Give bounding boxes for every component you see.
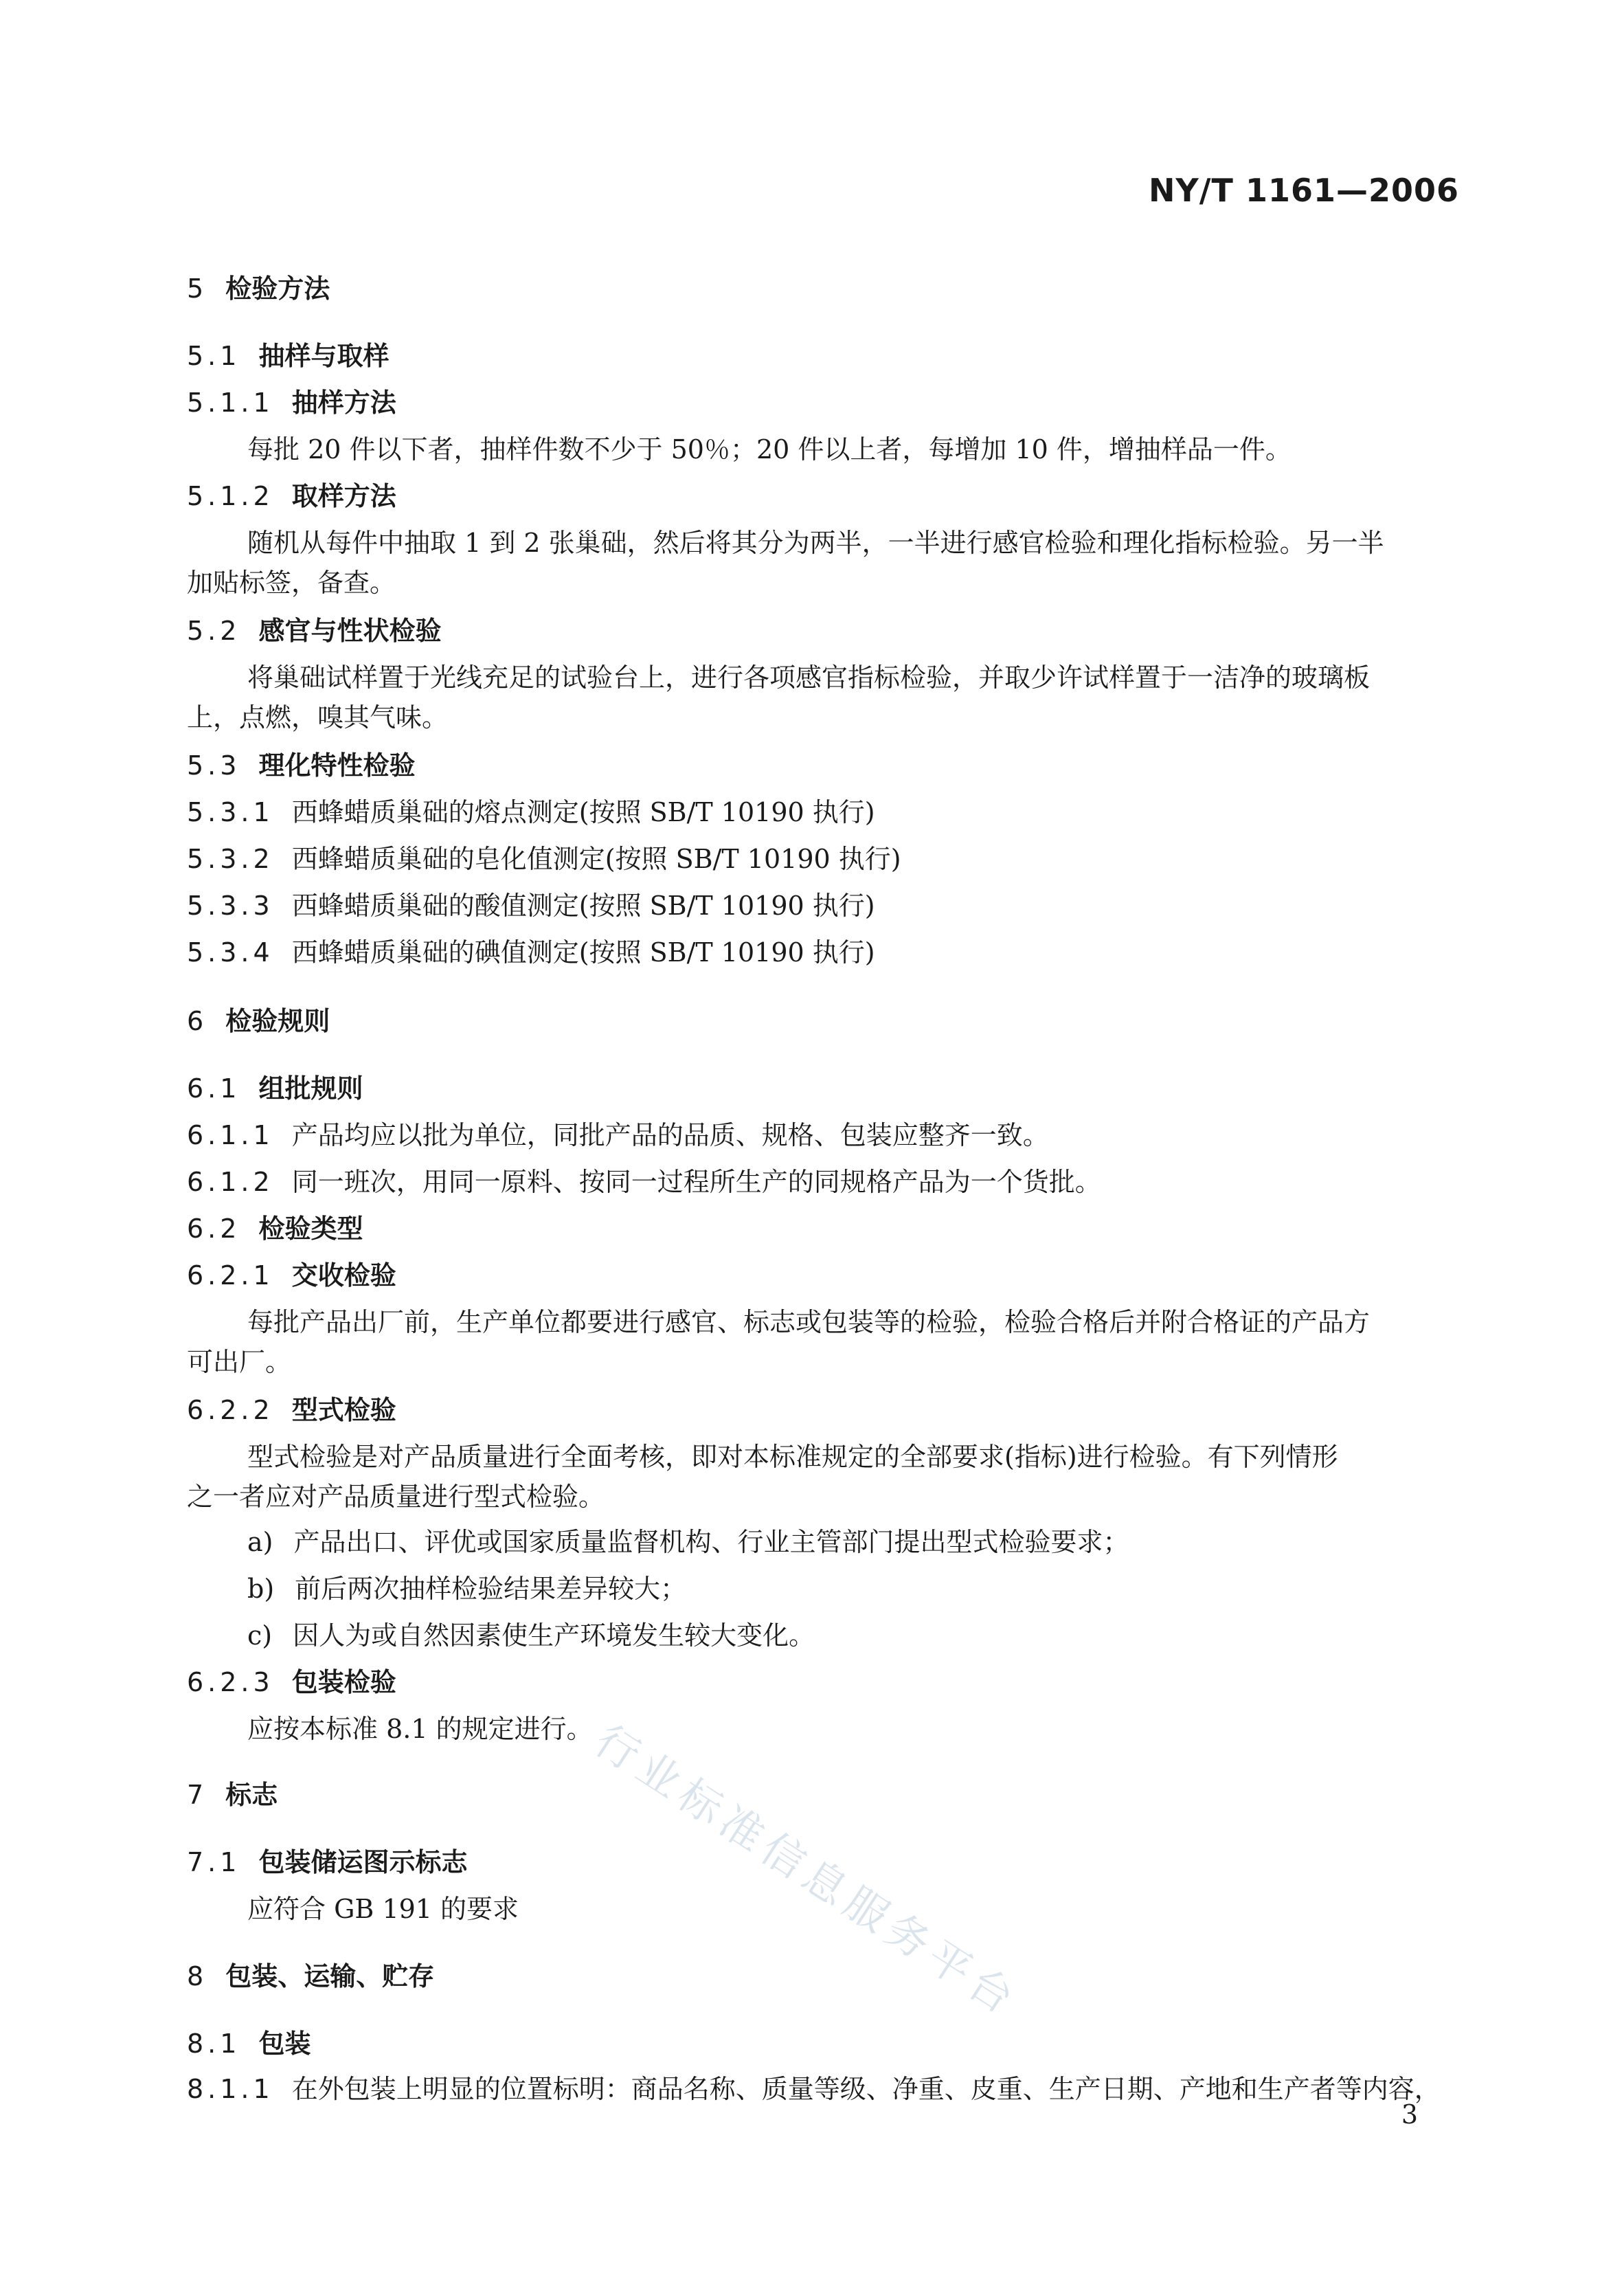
paragraph-6-2-2-line-1: 型式检验是对产品质量进行全面考核，即对本标准规定的全部要求(指标)进行检验。有下列情形 <box>247 1442 1338 1472</box>
heading-number: 6.2.2 <box>187 1395 274 1425</box>
heading-title: 抽样方法 <box>291 388 396 418</box>
heading-7-1 <box>187 1847 467 1879</box>
paragraph-5-1-2-line-1: 随机从每件中抽取 1 到 2 张巢础，然后将其分为两半，一半进行感官检验和理化指标检验。另一半 <box>247 528 1384 558</box>
heading-5 <box>187 273 330 305</box>
clause-text: 西蜂蜡质巢础的皂化值测定(按照 SB/T 10190 执行) <box>291 844 901 874</box>
heading-number: 5.1 <box>187 341 241 371</box>
paragraph-5-1-2-line-2: 加贴标签，备查。 <box>187 568 396 598</box>
heading-6-2-3 <box>187 1667 396 1699</box>
list-item-c <box>247 1620 815 1652</box>
heading-title: 取样方法 <box>291 481 396 511</box>
clause-6-1-2 <box>187 1167 1101 1198</box>
heading-title: 抽样与取样 <box>258 341 390 371</box>
heading-title: 组批规则 <box>258 1073 363 1104</box>
heading-title: 包装、运输、贮存 <box>225 1961 435 1991</box>
paragraph-6-2-2-line-2: 之一者应对产品质量进行型式检验。 <box>187 1482 605 1512</box>
standard-code: NY/T 1161—2006 <box>1148 172 1459 209</box>
heading-5-3 <box>187 750 415 782</box>
paragraph-6-2-1-line-1: 每批产品出厂前，生产单位都要进行感官、标志或包装等的检验，检验合格后并附合格证的产品方 <box>247 1307 1371 1337</box>
heading-6-1 <box>187 1073 363 1105</box>
heading-5-2 <box>187 616 441 647</box>
heading-8 <box>187 1961 434 1993</box>
heading-title: 标志 <box>225 1780 278 1810</box>
list-marker: a) <box>247 1527 273 1557</box>
heading-title: 包装检验 <box>291 1667 396 1697</box>
clause-5-3-4 <box>187 937 875 969</box>
paragraph-5-2-line-2: 上，点燃，嗅其气味。 <box>187 702 449 733</box>
paragraph-6-2-1-line-2: 可出厂。 <box>187 1347 292 1377</box>
heading-number: 8 <box>187 1961 208 1991</box>
clause-number: 6.1.1 <box>187 1120 274 1150</box>
heading-title: 型式检验 <box>291 1395 396 1425</box>
paragraph-5-1-1: 每批 20 件以下者，抽样件数不少于 50％；20 件以上者，每增加 10 件，增抽样品一件。 <box>247 434 1292 465</box>
heading-number: 5 <box>187 273 208 304</box>
list-text: 产品出口、评优或国家质量监督机构、行业主管部门提出型式检验要求； <box>293 1527 1129 1557</box>
heading-number: 5.3 <box>187 750 241 781</box>
clause-number: 5.3.4 <box>187 937 274 968</box>
paragraph-7-1: 应符合 GB 191 的要求 <box>247 1894 519 1924</box>
paragraph-6-2-3: 应按本标准 8.1 的规定进行。 <box>247 1714 593 1744</box>
paragraph-5-2-line-1: 将巢础试样置于光线充足的试验台上，进行各项感官指标检验，并取少许试样置于一洁净的玻璃板 <box>247 662 1371 693</box>
heading-6-2-2 <box>187 1395 396 1427</box>
heading-number: 7.1 <box>187 1847 241 1877</box>
clause-number: 5.3.1 <box>187 797 274 827</box>
heading-title: 理化特性检验 <box>258 750 416 781</box>
heading-number: 5.1.1 <box>187 388 274 418</box>
heading-6 <box>187 1006 330 1038</box>
page-number: 3 <box>1401 2099 1418 2130</box>
list-item-a <box>247 1527 1129 1559</box>
clause-number: 5.3.3 <box>187 891 274 921</box>
heading-title: 包装储运图示标志 <box>258 1847 468 1877</box>
heading-title: 包装 <box>258 2029 311 2059</box>
clause-6-1-1 <box>187 1120 1049 1152</box>
heading-6-2-1 <box>187 1260 396 1292</box>
heading-number: 5.2 <box>187 616 241 646</box>
heading-number: 6.2.3 <box>187 1667 274 1697</box>
heading-number: 8.1 <box>187 2029 241 2059</box>
clause-5-3-1 <box>187 797 875 829</box>
heading-number: 6.2 <box>187 1214 241 1244</box>
heading-number: 7 <box>187 1780 208 1810</box>
list-item-b <box>247 1574 686 1605</box>
heading-number: 6 <box>187 1006 208 1036</box>
heading-number: 6.1 <box>187 1073 241 1104</box>
clause-5-3-2 <box>187 844 901 875</box>
heading-number: 5.1.2 <box>187 481 274 511</box>
heading-title: 检验方法 <box>225 273 330 304</box>
heading-8-1 <box>187 2029 311 2060</box>
clause-5-3-3 <box>187 891 875 922</box>
clause-text: 在外包装上明显的位置标明：商品名称、质量等级、净重、皮重、生产日期、产地和生产者等内容， <box>291 2074 1441 2104</box>
heading-5-1-1 <box>187 388 396 419</box>
heading-title: 检验类型 <box>258 1214 363 1244</box>
list-marker: c) <box>247 1620 273 1651</box>
heading-title: 交收检验 <box>291 1260 396 1291</box>
watermark: 行业标准信息服务平台 <box>586 1715 1028 2027</box>
heading-5-1-2 <box>187 481 396 513</box>
list-text: 因人为或自然因素使生产环境发生较大变化。 <box>293 1620 815 1651</box>
heading-number: 6.2.1 <box>187 1260 274 1291</box>
clause-text: 西蜂蜡质巢础的碘值测定(按照 SB/T 10190 执行) <box>291 937 875 968</box>
clause-text: 产品均应以批为单位，同批产品的品质、规格、包装应整齐一致。 <box>291 1120 1049 1150</box>
heading-7 <box>187 1780 278 1811</box>
heading-6-2 <box>187 1214 363 1245</box>
clause-text: 同一班次，用同一原料、按同一过程所生产的同规格产品为一个货批。 <box>291 1167 1101 1197</box>
clause-number: 5.3.2 <box>187 844 274 874</box>
clause-number: 8.1.1 <box>187 2074 274 2104</box>
clause-text: 西蜂蜡质巢础的酸值测定(按照 SB/T 10190 执行) <box>291 891 875 921</box>
clause-text: 西蜂蜡质巢础的熔点测定(按照 SB/T 10190 执行) <box>291 797 875 827</box>
clause-number: 6.1.2 <box>187 1167 274 1197</box>
heading-5-1 <box>187 341 389 372</box>
clause-8-1-1 <box>187 2074 1441 2106</box>
list-text: 前后两次抽样检验结果差异较大； <box>295 1574 687 1604</box>
list-marker: b) <box>247 1574 275 1604</box>
heading-title: 感官与性状检验 <box>258 616 442 646</box>
heading-title: 检验规则 <box>225 1006 330 1036</box>
